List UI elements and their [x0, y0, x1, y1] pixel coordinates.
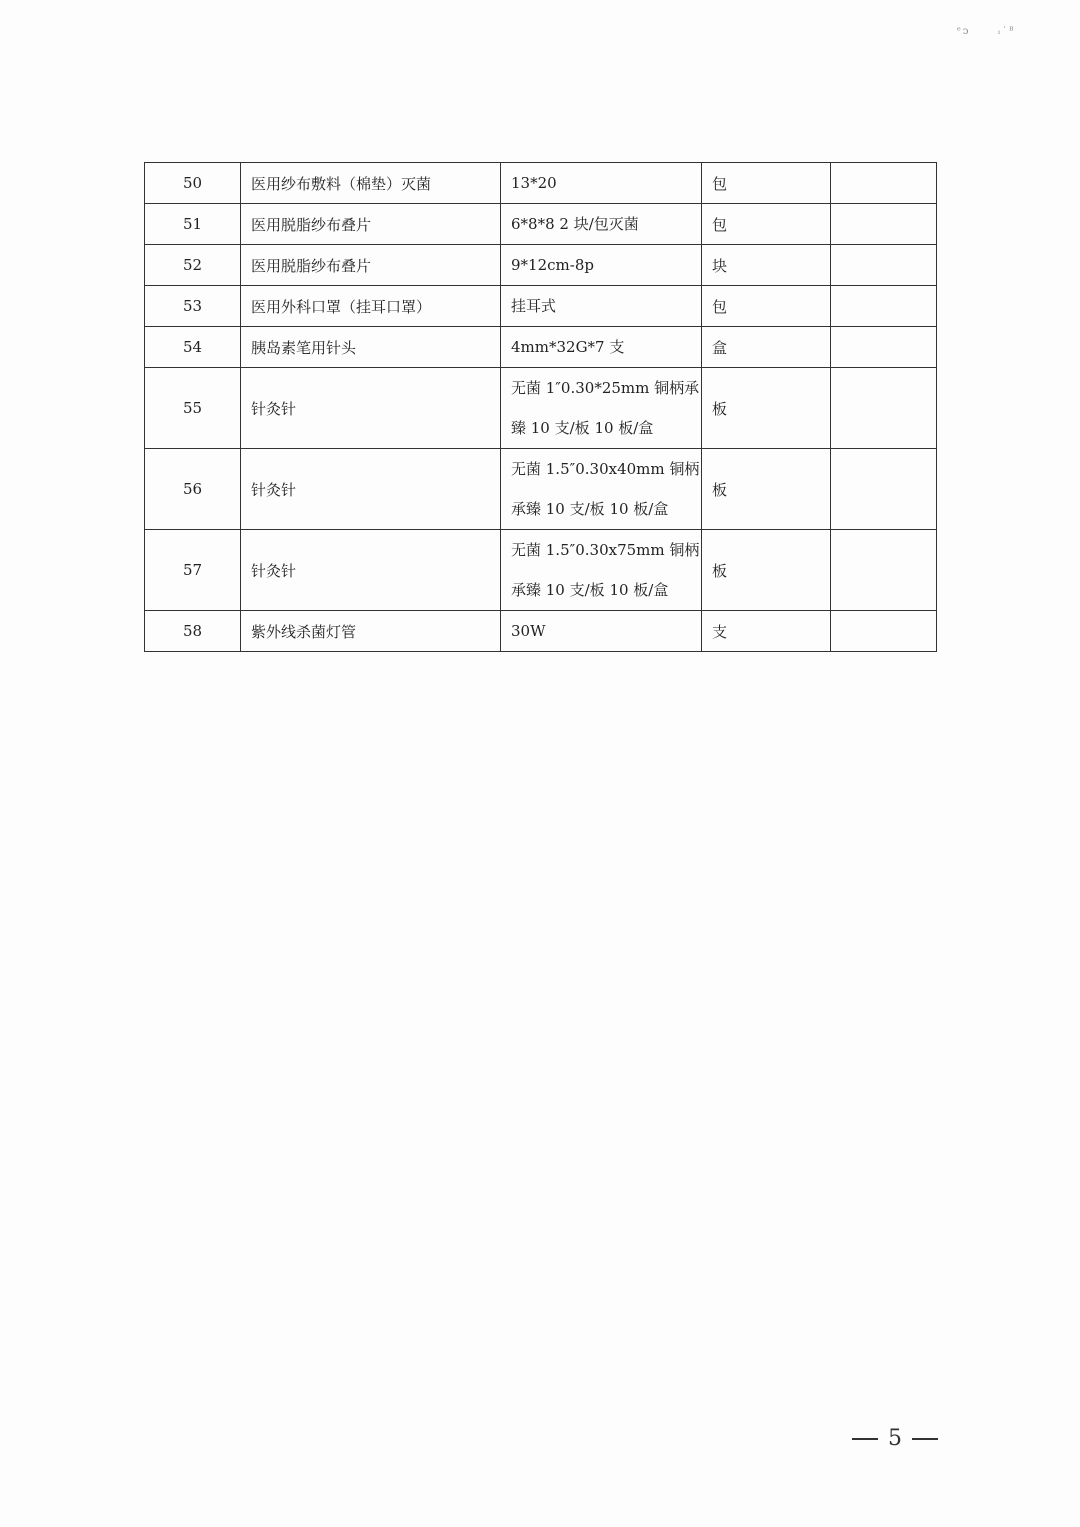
item-extra-cell [831, 368, 937, 449]
row-number-cell: 51 [145, 204, 241, 245]
row-number-cell: 52 [145, 245, 241, 286]
item-extra-cell [831, 163, 937, 204]
item-unit-cell: 支 [702, 611, 831, 652]
item-spec-cell [501, 286, 702, 327]
row-number-cell: 50 [145, 163, 241, 204]
item-name-cell: 医用脱脂纱布叠片 [241, 245, 501, 286]
item-spec-line: 臻 10 支/板 10 板/盒 [511, 419, 654, 437]
item-name-cell: 医用外科口罩（挂耳口罩） [241, 286, 501, 327]
item-unit-cell: 包 [702, 163, 831, 204]
page-number [852, 1426, 938, 1451]
table-row [145, 611, 937, 652]
items-table-body [145, 163, 937, 652]
item-name-cell: 针灸针 [241, 449, 501, 530]
table-row [145, 530, 937, 611]
item-unit-cell: 板 [702, 530, 831, 611]
item-name-cell: 针灸针 [241, 368, 501, 449]
item-unit-cell: 盒 [702, 327, 831, 368]
row-number-cell: 58 [145, 611, 241, 652]
item-spec-cell [501, 245, 702, 286]
item-name-cell: 医用脱脂纱布叠片 [241, 204, 501, 245]
item-spec-line: 4mm*32G*7 支 [511, 338, 625, 356]
scan-artifact: ᵢ˙ᴮ [998, 26, 1016, 37]
page-number-dash-left [852, 1438, 878, 1440]
item-spec-cell [501, 327, 702, 368]
item-spec-cell [501, 163, 702, 204]
item-spec-line: 无菌 1.5″0.30x75mm 铜柄 [511, 541, 700, 559]
table-row [145, 286, 937, 327]
row-number-cell: 53 [145, 286, 241, 327]
item-spec-cell [501, 449, 702, 530]
item-spec-line: 无菌 1″0.30*25mm 铜柄承 [511, 379, 700, 397]
row-number-cell: 55 [145, 368, 241, 449]
item-name-cell: 胰岛素笔用针头 [241, 327, 501, 368]
table-row [145, 368, 937, 449]
row-number-cell: 56 [145, 449, 241, 530]
item-extra-cell [831, 286, 937, 327]
item-extra-cell [831, 245, 937, 286]
item-spec-line: 13*20 [511, 174, 557, 192]
item-extra-cell [831, 327, 937, 368]
scan-artifact: ᵉᴐ [957, 26, 971, 37]
item-name-cell: 针灸针 [241, 530, 501, 611]
item-spec-cell [501, 204, 702, 245]
item-spec-line: 无菌 1.5″0.30x40mm 铜柄 [511, 460, 700, 478]
table-row [145, 449, 937, 530]
item-spec-line: 6*8*8 2 块/包灭菌 [511, 215, 639, 233]
page-number-value: 5 [888, 1426, 902, 1451]
table-row [145, 245, 937, 286]
item-unit-cell: 板 [702, 449, 831, 530]
item-extra-cell [831, 611, 937, 652]
item-spec-cell [501, 611, 702, 652]
item-unit-cell: 包 [702, 286, 831, 327]
items-table [144, 162, 937, 652]
table-row [145, 204, 937, 245]
item-unit-cell: 包 [702, 204, 831, 245]
item-name-cell: 医用纱布敷料（棉垫）灭菌 [241, 163, 501, 204]
table-row [145, 327, 937, 368]
item-unit-cell: 块 [702, 245, 831, 286]
item-spec-cell [501, 530, 702, 611]
item-spec-cell [501, 368, 702, 449]
item-spec-line: 承臻 10 支/板 10 板/盒 [511, 581, 669, 599]
table-row [145, 163, 937, 204]
item-extra-cell [831, 449, 937, 530]
item-spec-line: 30W [511, 622, 546, 640]
row-number-cell: 54 [145, 327, 241, 368]
item-spec-line: 9*12cm-8p [511, 256, 594, 274]
item-extra-cell [831, 530, 937, 611]
item-spec-line: 承臻 10 支/板 10 板/盒 [511, 500, 669, 518]
page-number-dash-right [912, 1438, 938, 1440]
item-spec-line: 挂耳式 [511, 297, 557, 315]
item-name-cell: 紫外线杀菌灯管 [241, 611, 501, 652]
row-number-cell: 57 [145, 530, 241, 611]
item-extra-cell [831, 204, 937, 245]
item-unit-cell: 板 [702, 368, 831, 449]
